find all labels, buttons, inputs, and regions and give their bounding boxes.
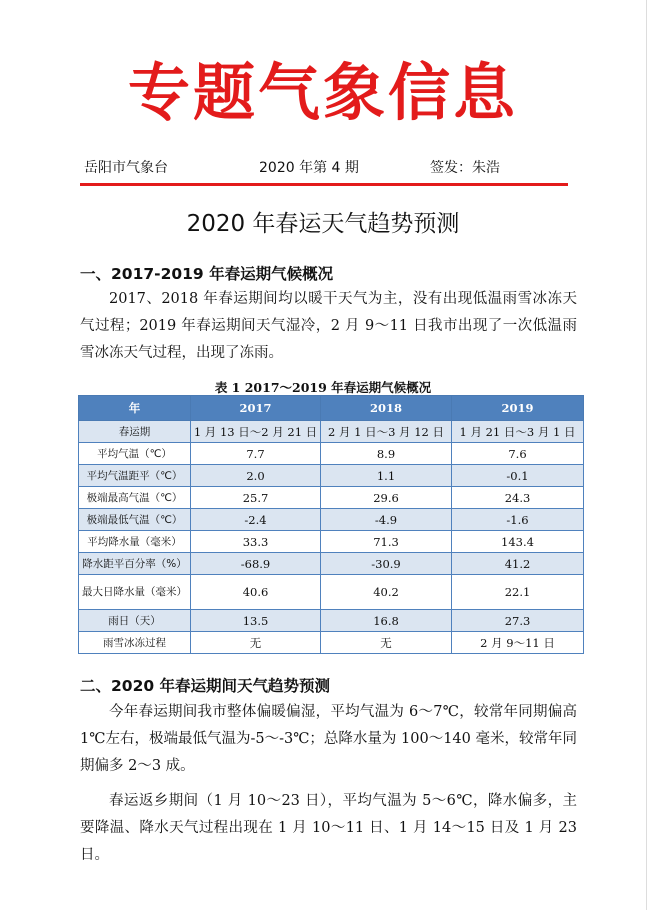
row-label: 平均降水量（毫米） <box>79 531 191 553</box>
table-cell: 29.6 <box>321 487 452 509</box>
section-2-paragraph-1: 今年春运期间我市整体偏暖偏湿，平均气温为 6～7℃，较常年同期偏高 1℃左右，极端最低气温为-5～-3℃；总降水量为 100～140 毫米，较常年同期偏多 2～3 成。 <box>80 704 577 774</box>
table-row <box>79 465 584 487</box>
table-cell: 7.6 <box>452 443 584 465</box>
table-caption: 表 1 2017～2019 年春运期气候概况 <box>214 380 432 395</box>
issue-number: 2020 年第 4 期 <box>259 160 359 176</box>
column-header: 2019 <box>452 396 584 421</box>
table-row <box>79 487 584 509</box>
table-header-row <box>79 396 584 421</box>
section-2-paragraph-2: 春运返乡期间（1 月 10～23 日），平均气温为 5～6℃，降水偏多，主要降温、降水天气过程出现在 1 月 10～11 日、1 月 14～15 日及 1 月 23 日。 <box>80 793 577 863</box>
table-row <box>79 610 584 632</box>
section-1-paragraph: 2017、2018 年春运期间均以暖干天气为主，没有出现低温雨雪冰冻天气过程；2019 年春运期间天气湿冷，2 月 9～11 日我市出现了一次低温雨雪冰冻天气过程，出现了冻雨。 <box>80 291 577 361</box>
table-row <box>79 421 584 443</box>
table-cell: -0.1 <box>452 465 584 487</box>
table-cell: 2 月 1 日～3 月 12 日 <box>321 421 452 443</box>
signed-by: 签发：朱浩 <box>430 160 500 176</box>
column-header: 2018 <box>321 396 452 421</box>
table-row <box>79 531 584 553</box>
table-cell: 无 <box>321 632 452 654</box>
table-cell: -68.9 <box>191 553 321 575</box>
table-cell: 40.6 <box>191 575 321 610</box>
issuing-organization: 岳阳市气象台 <box>84 160 168 176</box>
table-cell: 22.1 <box>452 575 584 610</box>
row-label: 雨雪冰冻过程 <box>79 632 191 654</box>
table-cell: 71.3 <box>321 531 452 553</box>
table-cell: 1 月 13 日～2 月 21 日 <box>191 421 321 443</box>
table-cell: -30.9 <box>321 553 452 575</box>
table-cell: 27.3 <box>452 610 584 632</box>
table-cell: -1.6 <box>452 509 584 531</box>
table-cell: 41.2 <box>452 553 584 575</box>
table-cell: 8.9 <box>321 443 452 465</box>
row-label: 极端最低气温（℃） <box>79 509 191 531</box>
table-cell: 143.4 <box>452 531 584 553</box>
table-cell: 1 月 21 日～3 月 1 日 <box>452 421 584 443</box>
table-row <box>79 553 584 575</box>
table-cell: 25.7 <box>191 487 321 509</box>
header-divider <box>80 183 568 186</box>
row-label: 最大日降水量（毫米） <box>79 575 191 610</box>
row-label: 雨日（天） <box>79 610 191 632</box>
row-label: 平均气温（℃） <box>79 443 191 465</box>
table-cell: 13.5 <box>191 610 321 632</box>
row-label: 降水距平百分率（%） <box>79 553 191 575</box>
table-row <box>79 632 584 654</box>
table-row <box>79 509 584 531</box>
row-label: 极端最高气温（℃） <box>79 487 191 509</box>
row-label: 平均气温距平（℃） <box>79 465 191 487</box>
table-cell: 2.0 <box>191 465 321 487</box>
document-title: 2020 年春运天气趋势预测 <box>186 211 460 237</box>
table-row <box>79 443 584 465</box>
row-label: 春运期 <box>79 421 191 443</box>
table-cell: 16.8 <box>321 610 452 632</box>
masthead-banner: 专题气象信息 <box>127 56 518 129</box>
table-cell: 33.3 <box>191 531 321 553</box>
table-cell: -4.9 <box>321 509 452 531</box>
table-row <box>79 575 584 610</box>
section-1-heading: 一、2017-2019 年春运期气候概况 <box>80 265 334 283</box>
table-cell: -2.4 <box>191 509 321 531</box>
table-cell: 7.7 <box>191 443 321 465</box>
climate-summary-table <box>78 395 584 654</box>
table-cell: 24.3 <box>452 487 584 509</box>
column-header: 年 <box>79 396 191 421</box>
table-cell: 2 月 9～11 日 <box>452 632 584 654</box>
table-cell: 无 <box>191 632 321 654</box>
column-header: 2017 <box>191 396 321 421</box>
section-2-heading: 二、2020 年春运期间天气趋势预测 <box>80 677 331 695</box>
table-cell: 1.1 <box>321 465 452 487</box>
table-cell: 40.2 <box>321 575 452 610</box>
